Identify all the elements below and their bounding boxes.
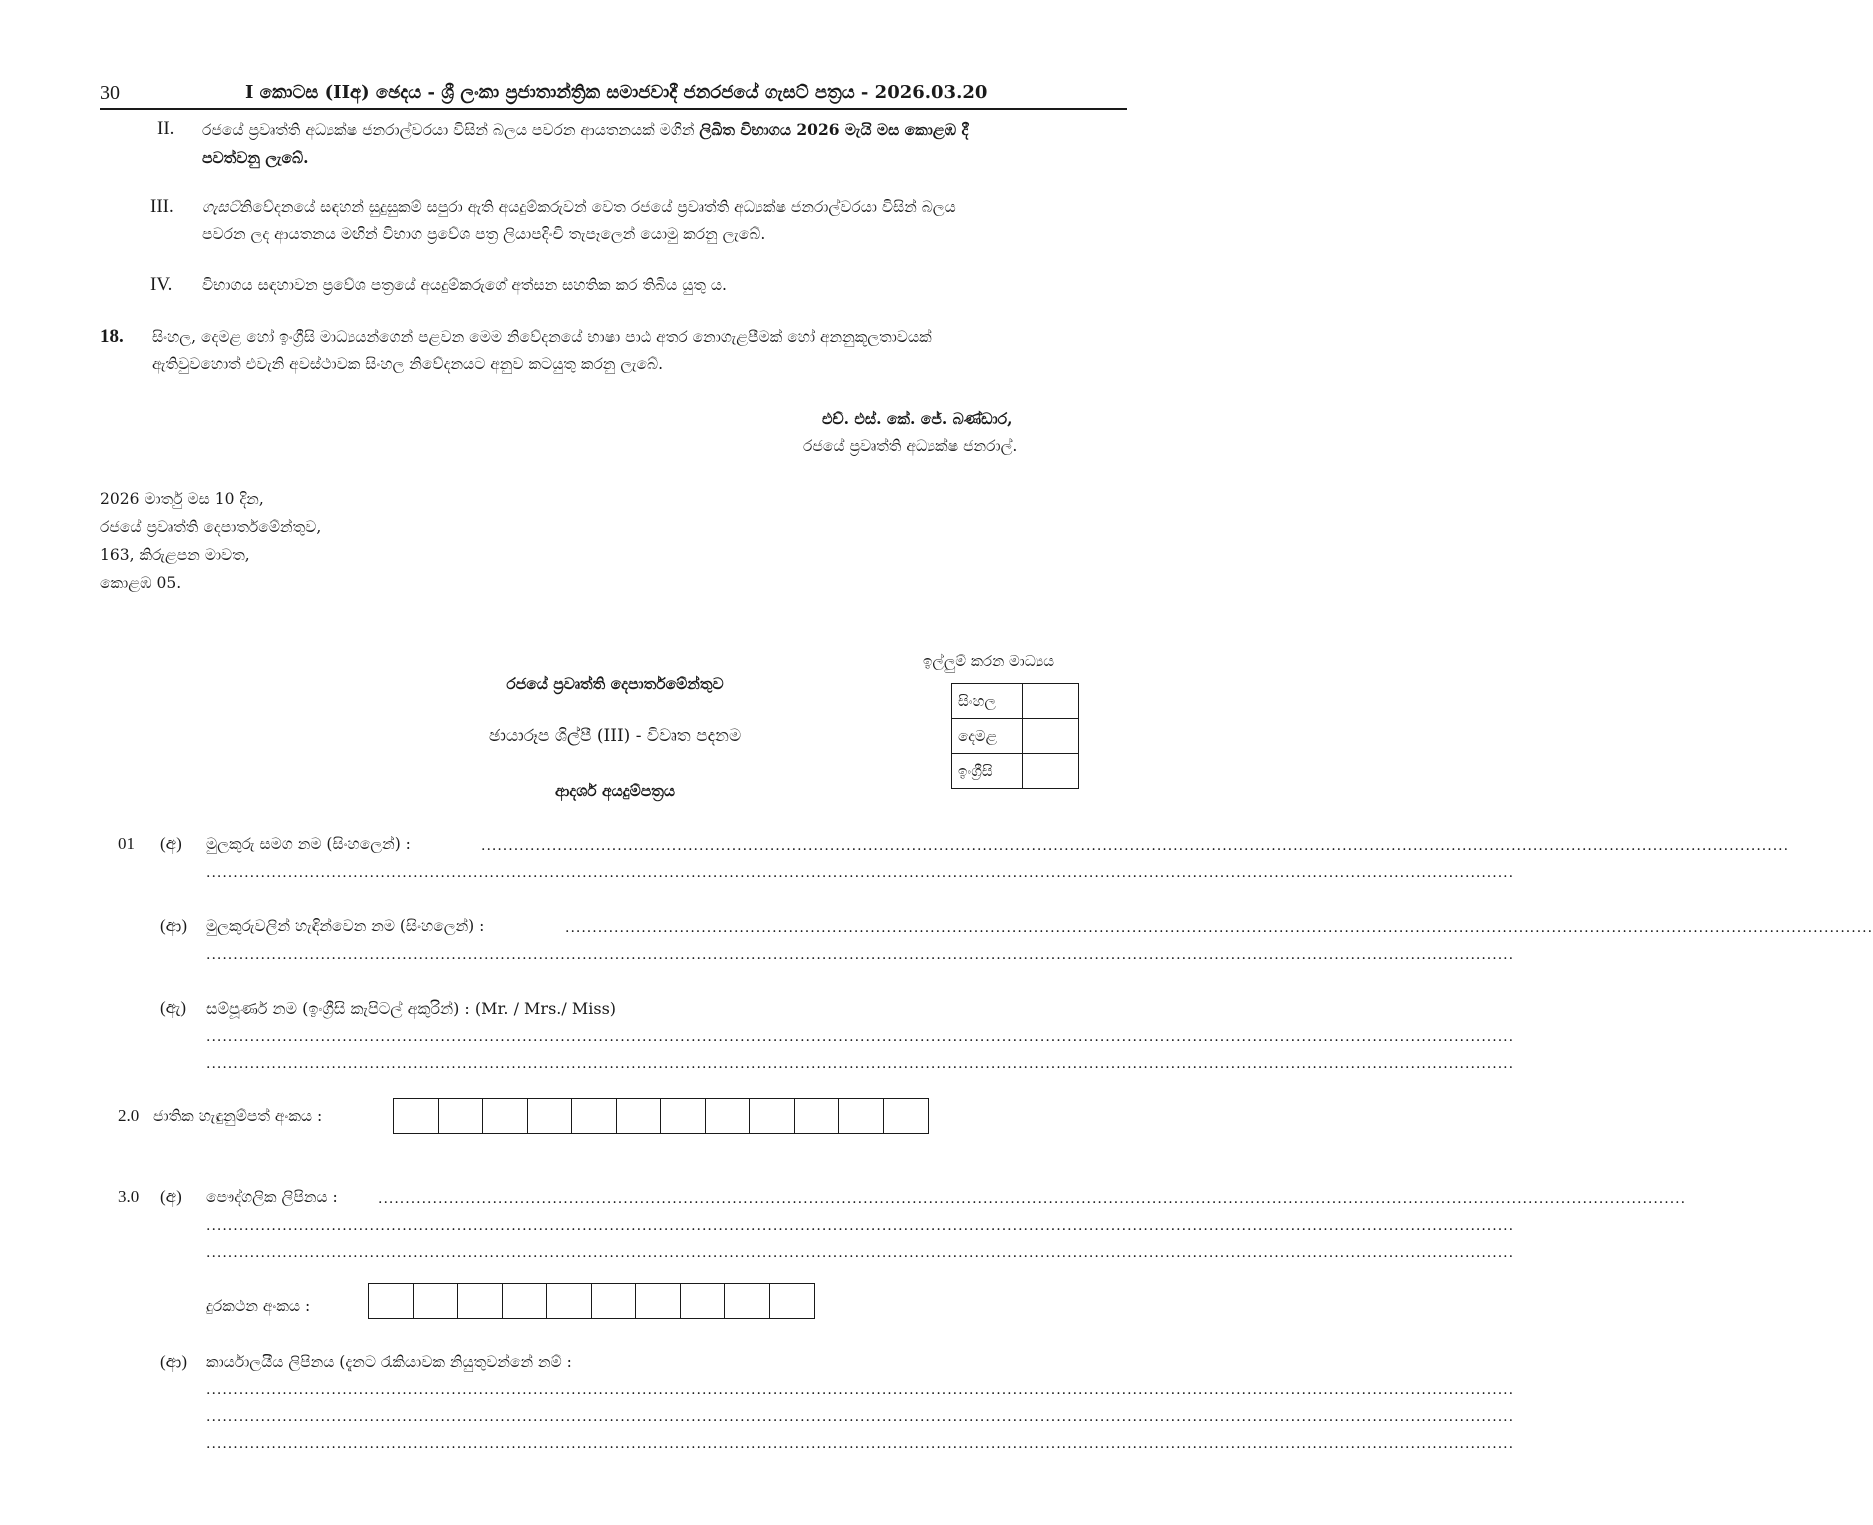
address-block: [100, 485, 321, 597]
item-iv-text: විභාගය සඳහාවන ප්‍රවේශ පත්‍රයේ අයදුම්කරුගේ අත්සන සහතික කර තිබිය යුතු ය.: [202, 276, 727, 294]
item-ii-text-a: රජයේ ප්‍රවෘත්ති අධ්‍යක්ෂ ජනරාල්වරයා විසින් බලය පවරන ආයතනයක් මගින්: [202, 121, 700, 139]
q2-number: 2.0: [118, 1106, 140, 1125]
nic-digit-box[interactable]: [661, 1099, 706, 1133]
q1a-fill-line[interactable]: ................................................................................................................................................................................................................................................: [481, 838, 1790, 854]
phone-digit-box[interactable]: [636, 1284, 681, 1318]
q1b-sub: (ආ): [160, 916, 187, 935]
q3b-sub: (ආ): [160, 1352, 187, 1371]
q3a-fill-line-2[interactable]: ................................................................................................................................................................................................................................................: [206, 1218, 1515, 1234]
signature-name: එච්. එස්. කේ. ජේ. බණ්ඩාර,: [822, 409, 1013, 428]
q1c-fill-line-2[interactable]: ................................................................................................................................................................................................................................................: [206, 1056, 1515, 1072]
phone-digit-box[interactable]: [547, 1284, 592, 1318]
item-iii-text-b: පවරන ලද ආයතනය මඟින් විභාග ප්‍රවේශ පත්‍ර ලියාපදිංචි තැපෑලෙන් යොමු කරනු ලැබේ.: [202, 225, 766, 243]
form-heading: ආදර්ශ අයදුම්පත්‍රය: [555, 781, 675, 800]
item-iii-number: III.: [150, 196, 174, 217]
phone-digit-box[interactable]: [503, 1284, 548, 1318]
nic-digit-box[interactable]: [706, 1099, 751, 1133]
q3b-fill-line-3[interactable]: ................................................................................................................................................................................................................................................: [206, 1436, 1515, 1452]
media-table: [951, 683, 1079, 789]
q1b-fill-line[interactable]: ................................................................................................................................................................................................................................................: [565, 920, 1873, 936]
media-row: [952, 684, 1079, 719]
item-iii-text: [202, 194, 1132, 248]
nic-digit-box[interactable]: [528, 1099, 573, 1133]
q1c-label: සම්පූර්ණ නම (ඉංග්‍රීසි කැපිටල් අකුරින්) : (Mr. / Mrs./ Miss): [206, 999, 617, 1018]
media-checkbox-tamil[interactable]: [1023, 719, 1079, 754]
nic-label: ජාතික හැඳුනුම්පත් අංකය :: [153, 1107, 323, 1125]
q3-number: 3.0: [118, 1187, 140, 1206]
media-option-tamil: දෙමළ: [952, 719, 1023, 754]
nic-digit-box[interactable]: [439, 1099, 484, 1133]
page-number: 30: [100, 82, 120, 104]
q1b-fill-line-2[interactable]: ................................................................................................................................................................................................................................................: [206, 947, 1515, 963]
header-rule: [100, 108, 1127, 110]
media-checkbox-english[interactable]: [1023, 754, 1079, 789]
item-ii-number: II.: [157, 118, 175, 139]
q1a-fill-line-2[interactable]: ................................................................................................................................................................................................................................................: [206, 865, 1515, 881]
q3a-label: පෞද්ගලික ලිපිනය :: [206, 1188, 338, 1206]
item-ii-text: [202, 116, 1127, 172]
section-18-number: 18.: [100, 326, 124, 347]
nic-box-row: [393, 1098, 929, 1134]
item-ii-text-c: පවත්වනු ලැබේ.: [202, 148, 309, 167]
q1c-fill-line[interactable]: ................................................................................................................................................................................................................................................: [206, 1029, 1515, 1045]
address-line-2: 163, කිරුළපන මාවත,: [100, 546, 250, 564]
q3b-fill-line-2[interactable]: ................................................................................................................................................................................................................................................: [206, 1409, 1515, 1425]
item-iv-number: IV.: [150, 274, 173, 295]
nic-digit-box[interactable]: [839, 1099, 884, 1133]
phone-digit-box[interactable]: [681, 1284, 726, 1318]
q1a-label: මුලකුරු සමග නම (සිංහලෙන්) :: [206, 835, 411, 853]
address-line-3: කොළඹ 05.: [100, 574, 182, 592]
section-18-line2: ඇතිවුවහොත් එවැනි අවස්ථාවක සිංහල නිවේදනයට අනුව කටයුතු කරනු ලැබේ.: [152, 355, 664, 373]
phone-digit-box[interactable]: [725, 1284, 770, 1318]
phone-digit-box[interactable]: [770, 1284, 815, 1318]
nic-digit-box[interactable]: [483, 1099, 528, 1133]
nic-digit-box[interactable]: [884, 1099, 929, 1133]
q1-number: 01: [118, 834, 135, 853]
media-option-sinhala: සිංහල: [952, 684, 1023, 719]
nic-digit-box[interactable]: [617, 1099, 662, 1133]
item-iii-text-a: නිවේදනයේ සඳහන් සුදුසුකම් සපුරා ඇති අයදුම්කරුවන් වෙත රජයේ ප්‍රවෘත්ති අධ්‍යක්ෂ ජනරාල්වරයා විසින් බලය: [239, 198, 956, 216]
media-row: [952, 754, 1079, 789]
phone-digit-box[interactable]: [414, 1284, 459, 1318]
q1b-label: මුලකුරුවලින් හැඳින්වෙන නම (සිංහලෙන්) :: [206, 917, 485, 935]
q3a-fill-line[interactable]: ................................................................................................................................................................................................................................................: [378, 1191, 1687, 1207]
media-option-english: ඉංග්‍රීසි: [952, 754, 1023, 789]
gazette-header-title: I කොටස (IIඅ) ඡෙදය - ශ්‍රී ලංකා ප්‍රජාතාන්ත්‍රික සමාජවාදී ජනරජයේ ගැසට් පත්‍රය - 2026.03.20: [245, 82, 988, 103]
media-title: ඉල්ලුම් කරන මාධ්‍යය: [923, 652, 1055, 670]
item-ii-text-bold: ලිඛිත විභාගය 2026 මැයි මස කොළඹ දී: [699, 120, 969, 139]
nic-digit-box[interactable]: [394, 1099, 439, 1133]
q3a-sub: (අ): [160, 1187, 182, 1206]
address-date: 2026 මාර්තු මස 10 දින,: [100, 490, 264, 508]
phone-box-row: [368, 1283, 815, 1319]
phone-label: දුරකථන අංකය :: [206, 1297, 311, 1315]
phone-digit-box[interactable]: [592, 1284, 637, 1318]
q3a-fill-line-3[interactable]: ................................................................................................................................................................................................................................................: [206, 1245, 1515, 1261]
q3b-label: කාර්යාලයීය ලිපිනය (දැනට රැකියාවක නියුතුවන්නේ නම් :: [206, 1353, 572, 1371]
nic-digit-box[interactable]: [750, 1099, 795, 1133]
address-line-1: රජයේ ප්‍රවෘත්ති දෙපාර්තමේන්තුව,: [100, 518, 322, 536]
form-post-title: ඡායාරූප ශිල්පී (III) - විවෘත පදනම: [488, 726, 742, 746]
q1a-sub: (අ): [160, 834, 182, 853]
phone-digit-box[interactable]: [369, 1284, 414, 1318]
section-18-line1: සිංහල, දෙමළ හෝ ඉංග්‍රීසි මාධ්‍යයන්ගෙන් පළවන මෙම නිවේදනයේ භාෂා පාඨ අතර නොගැළපීමක් හෝ අනනුකූලතාවයක්: [152, 328, 932, 346]
signature-title: රජයේ ප්‍රවෘත්ති අධ්‍යක්ෂ ජනරාල්.: [803, 437, 1018, 455]
media-checkbox-sinhala[interactable]: [1023, 684, 1079, 719]
media-row: [952, 719, 1079, 754]
nic-digit-box[interactable]: [572, 1099, 617, 1133]
form-department: රජයේ ප්‍රවෘත්ති දෙපාර්තමේන්තුව: [506, 674, 724, 693]
nic-digit-box[interactable]: [795, 1099, 840, 1133]
section-18-text: [152, 324, 1132, 378]
q1c-sub: (ඇ): [160, 998, 187, 1017]
item-iii-italic: ගැසට්: [202, 198, 240, 216]
q3b-fill-line[interactable]: ................................................................................................................................................................................................................................................: [206, 1382, 1515, 1398]
phone-digit-box[interactable]: [458, 1284, 503, 1318]
